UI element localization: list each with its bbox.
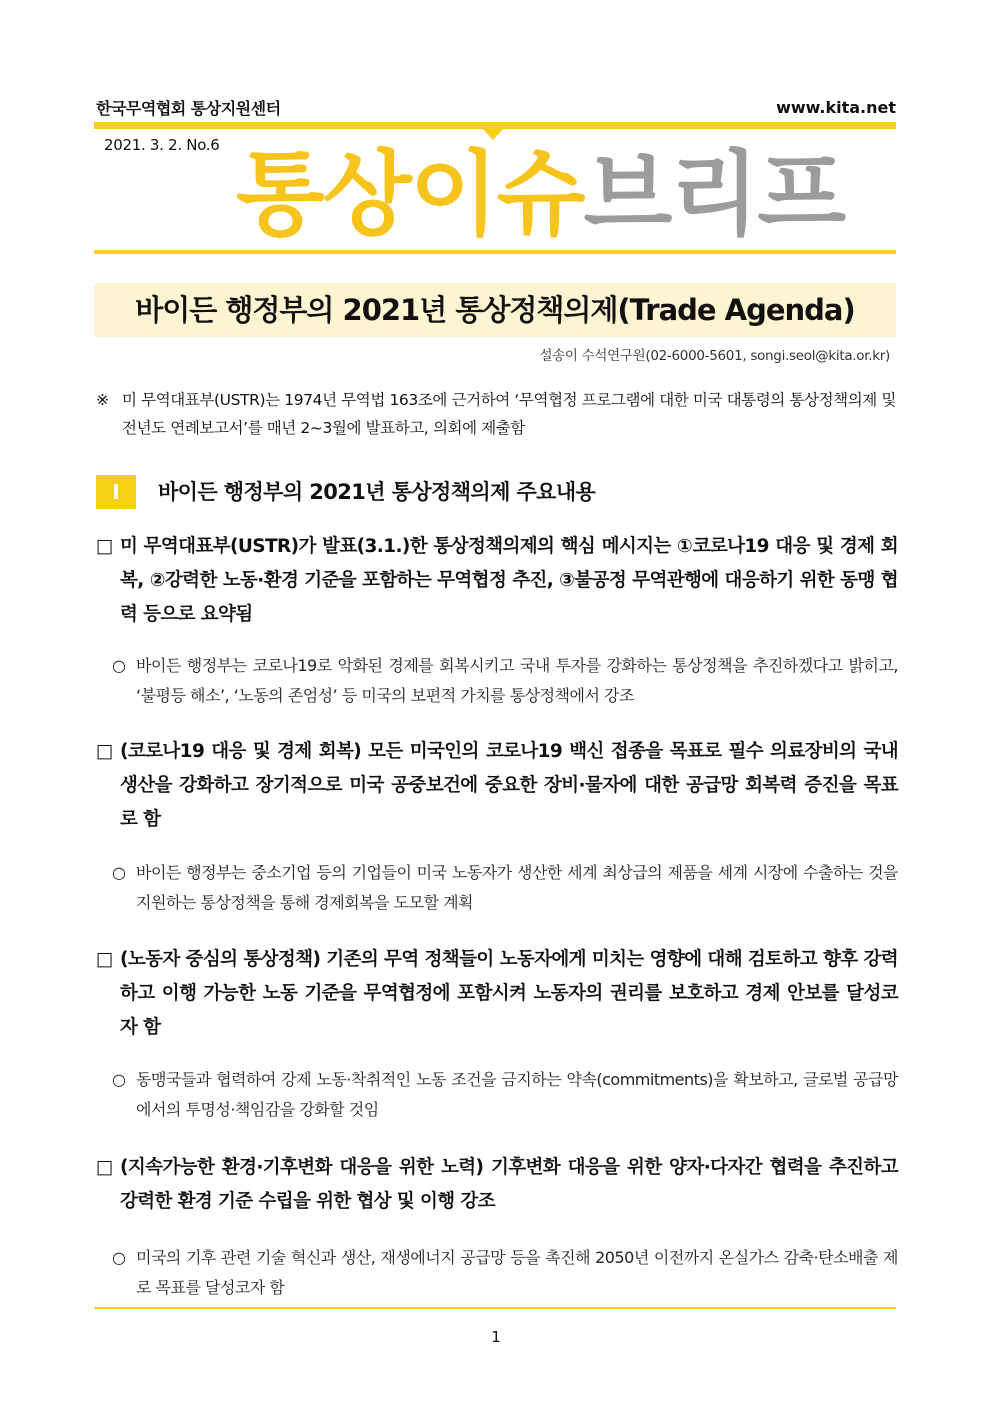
note-mark: ※ <box>96 391 109 409</box>
bullet-item <box>96 1151 898 1219</box>
issue-date: 2021. 3. 2. No.6 <box>104 136 220 154</box>
intro-note <box>96 386 896 442</box>
circle-mark: ○ <box>112 863 126 882</box>
bullet-text: (노동자 중심의 통상정책) 기존의 무역 정책들이 노동자에게 미치는 영향에 대해 검토하고 향후 강력하고 이행 가능한 노동 기준을 무역협정에 포함시켜 노동자의 권리를 보호하고 경제 안보를 달성코자 함 <box>120 949 898 1038</box>
organization-name: 한국무역협회 통상지원센터 <box>96 99 281 118</box>
checkbox-mark: □ <box>96 1157 113 1178</box>
bullet-text: (코로나19 대응 및 경제 회복) 모든 미국인의 코로나19 백신 접종을 목표로 필수 의료장비의 국내 생산을 강화하고 장기적으로 미국 공중보건에 중요한 장비·물자에 대한 공급망 회복력 증진을 목표로 함 <box>120 741 898 830</box>
section-title: 바이든 행정부의 2021년 통상정책의제 주요내용 <box>158 480 596 504</box>
brand-logo <box>236 141 845 248</box>
author-info: 설송이 수석연구원(02-6000-5601, songi.seol@kita.or.kr) <box>539 348 890 364</box>
note-text: 미 무역대표부(USTR)는 1974년 무역법 163조에 근거하여 ‘무역협정 프로그램에 대한 미국 대통령의 통상정책의제 및 전년도 연례보고서’를 매년 2~3월에 발표하고, 의회에 제출함 <box>122 391 896 437</box>
document-title: 바이든 행정부의 2021년 통상정책의제(Trade Agenda) <box>135 293 855 327</box>
brand-divider <box>94 250 896 254</box>
sub-bullet-item <box>112 1243 898 1303</box>
page-number: 1 <box>491 1328 501 1346</box>
checkbox-mark: □ <box>96 741 113 762</box>
bullet-item <box>96 735 898 837</box>
website-link[interactable]: www.kita.net <box>776 98 896 117</box>
circle-mark: ○ <box>112 656 126 675</box>
sub-bullet-text: 동맹국들과 협력하여 강제 노동·착취적인 노동 조건을 금지하는 약속(commitments)을 확보하고, 글로벌 공급망에서의 투명성·책임감을 강화할 것임 <box>136 1070 898 1119</box>
sub-bullet-item <box>112 858 898 918</box>
footer-divider <box>94 1307 896 1309</box>
sub-bullet-text: 미국의 기후 관련 기술 혁신과 생산, 재생에너지 공급망 등을 촉진해 2050년 이전까지 온실가스 감축·탄소배출 제로 목표를 달성코자 함 <box>136 1248 898 1297</box>
sub-bullet-text: 바이든 행정부는 코로나19로 악화된 경제를 회복시키고 국내 투자를 강화하는 통상정책을 추진하겠다고 밝히고, ‘불평등 해소’, ‘노동의 존엄성’ 등 미국의 보편적 가치를 통상정책에서 강조 <box>136 656 898 705</box>
section-number: Ⅰ <box>96 475 136 509</box>
checkbox-mark: □ <box>96 949 113 970</box>
sub-bullet-item <box>112 651 898 711</box>
brand-logo-gray: 브리프 <box>583 141 845 248</box>
bullet-text: (지속가능한 환경·기후변화 대응을 위한 노력) 기후변화 대응을 위한 양자·다자간 협력을 추진하고 강력한 환경 기준 수립을 위한 협상 및 이행 강조 <box>120 1157 898 1212</box>
sub-bullet-item <box>112 1065 898 1125</box>
bullet-item <box>96 530 898 632</box>
brand-logo-yellow: 통상이슈 <box>236 141 584 248</box>
bullet-item <box>96 943 898 1045</box>
circle-mark: ○ <box>112 1070 126 1089</box>
bullet-text: 미 무역대표부(USTR)가 발표(3.1.)한 통상정책의제의 핵심 메시지는 ①코로나19 대응 및 경제 회복, ②강력한 노동·환경 기준을 포함하는 무역협정 추진, ③불공정 무역관행에 대응하기 위한 동맹 협력 등으로 요약됨 <box>120 536 898 625</box>
sub-bullet-text: 바이든 행정부는 중소기업 등의 기업들이 미국 노동자가 생산한 세계 최상급의 제품을 세계 시장에 수출하는 것을 지원하는 통상정책을 통해 경제회복을 도모할 계획 <box>136 863 898 912</box>
header-notch <box>482 128 504 140</box>
circle-mark: ○ <box>112 1248 126 1267</box>
checkbox-mark: □ <box>96 536 113 557</box>
